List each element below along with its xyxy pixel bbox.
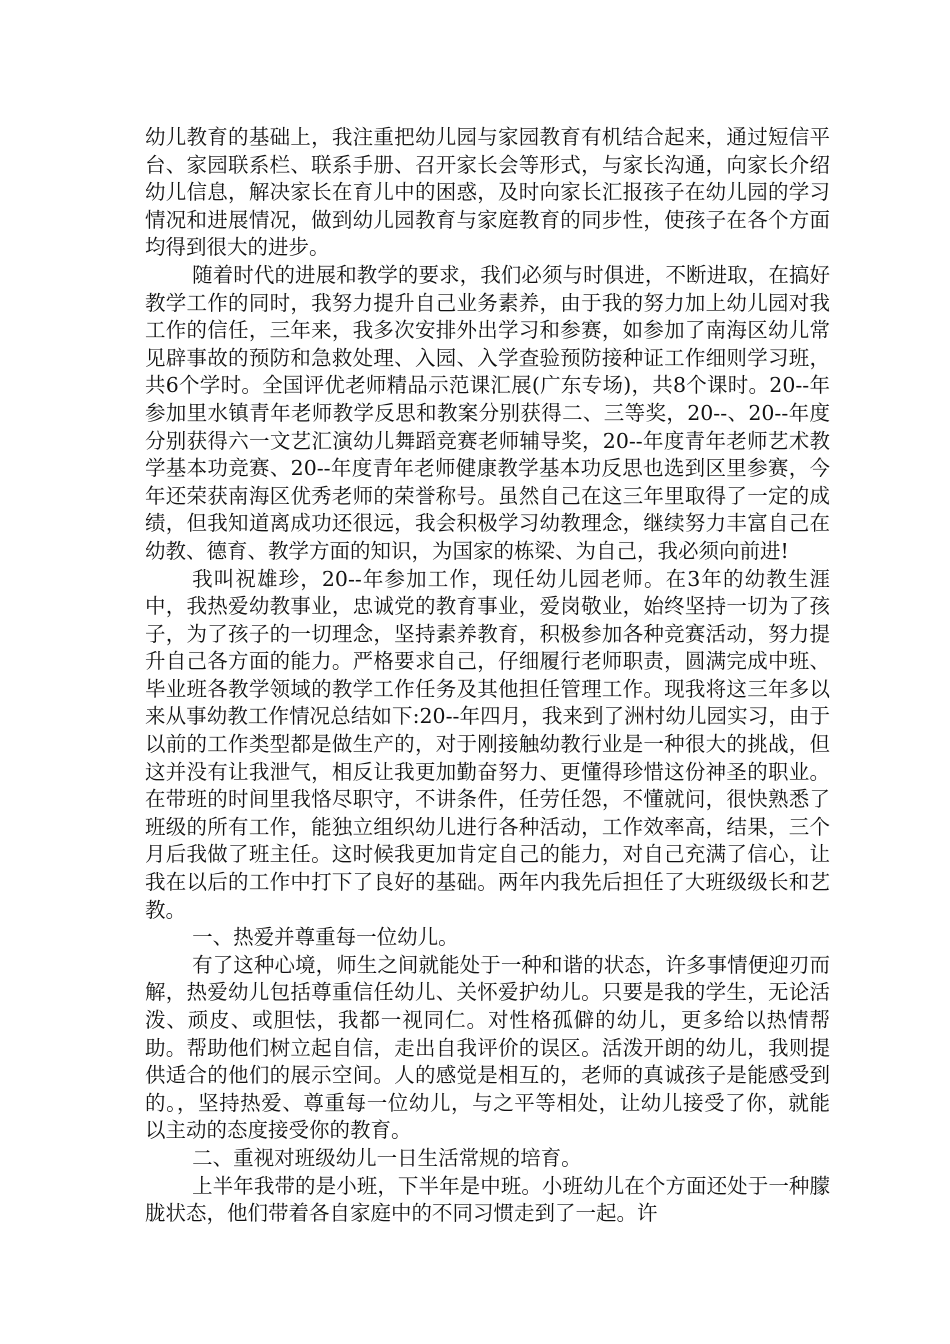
- paragraph-self-introduction: 我叫祝雄珍，20--年参加工作，现任幼儿园老师。在3年的幼教生涯中，我热爱幼教事业，忠诚党的教育事业，爱岗敬业，始终坚持一切为了孩子，为了孩子的一切理念，坚持素养教育，积极参加各种竞赛活动，努力提升自己各方面的能力。严格要求自己，仔细履行老师职责，圆满完成中班、毕业班各教学领域的教学工作任务及其他担任管理工作。现我将这三年多以来从事幼教工作情况总结如下:20--年四月，我来到了洲村幼儿园实习，由于以前的工作类型都是做生产的，对于刚接触幼教行业是一种很大的挑战，但这并没有让我泄气，相反让我更加勤奋努力、更懂得珍惜这份神圣的职业。在带班的时间里我恪尽职守，不讲条件，任劳任怨，不懂就问，很快熟悉了班级的所有工作，能独立组织幼儿进行各种活动，工作效率高，结果，三个月后我做了班主任。这时候我更加肯定自己的能力，对自己充满了信心，让我在以后的工作中打下了良好的基础。两年内我先后担任了大班级级长和艺教。: [145, 566, 830, 922]
- section-heading-daily-routine: 二、重视对班级幼儿一日生活常规的培育。: [192, 1145, 582, 1170]
- paragraph-professional-development: 随着时代的进展和教学的要求，我们必须与时俱进，不断进取，在搞好教学工作的同时，我努力提升自己业务素养，由于我的努力加上幼儿园对我工作的信任，三年来，我多次安排外出学习和参赛，如参加了南海区幼儿常见辟事故的预防和急救处理、入园、入学查验预防接种证工作细则学习班，共6个学时。全国评优老师精品示范课汇展(广东专场)，共8个课时。20--年参加里水镇青年老师教学反思和教案分别获得二、三等奖，20--、20--年度分别获得六一文艺汇演幼儿舞蹈竞赛老师辅导奖，20--年度青年老师艺术教学基本功竞赛、20--年度青年老师健康教学基本功反思也选到区里参赛，今年还荣获南海区优秀老师的荣誉称号。虽然自己在这三年里取得了一定的成绩，但我知道离成功还很远，我会积极学习幼教理念，继续努力丰富自己在幼教、德育、教学方面的知识，为国家的栋梁、为自己，我必须向前进!: [145, 262, 830, 563]
- paragraph-home-school-cooperation: 幼儿教育的基础上，我注重把幼儿园与家园教育有机结合起来，通过短信平台、家园联系栏、联系手册、召开家长会等形式，与家长沟通，向家长介绍幼儿信息，解决家长在育儿中的困惑，及时向家长汇报孩子在幼儿园的学习情况和进展情况，做到幼儿园教育与家庭教育的同步性，使孩子在各个方面均得到很大的进步。: [145, 125, 830, 260]
- paragraph-respect-children: 有了这种心境，师生之间就能处于一种和谐的状态，许多事情便迎刃而解，热爱幼儿包括尊重信任幼儿、关怀爱护幼儿。只要是我的学生，无论活泼、顽皮、或胆怯，我都一视同仁。对性格孤僻的幼儿，更多给以热情帮助。帮助他们树立起自信，走出自我评价的误区。活泼开朗的幼儿，我则提供适合的他们的展示空间。人的感觉是相互的，老师的真诚孩子是能感受到的。，坚持热爱、尊重每一位幼儿，与之平等相处，让幼儿接受了你，就能以主动的态度接受你的教育。: [145, 952, 830, 1143]
- section-heading-respect-children: 一、热爱并尊重每一位幼儿。: [192, 925, 459, 950]
- document-body: [145, 124, 830, 1228]
- paragraph-daily-routine: 上半年我带的是小班，下半年是中班。小班幼儿在个方面还处于一种朦胧状态，他们带着各自家庭中的不同习惯走到了一起。许: [145, 1173, 830, 1226]
